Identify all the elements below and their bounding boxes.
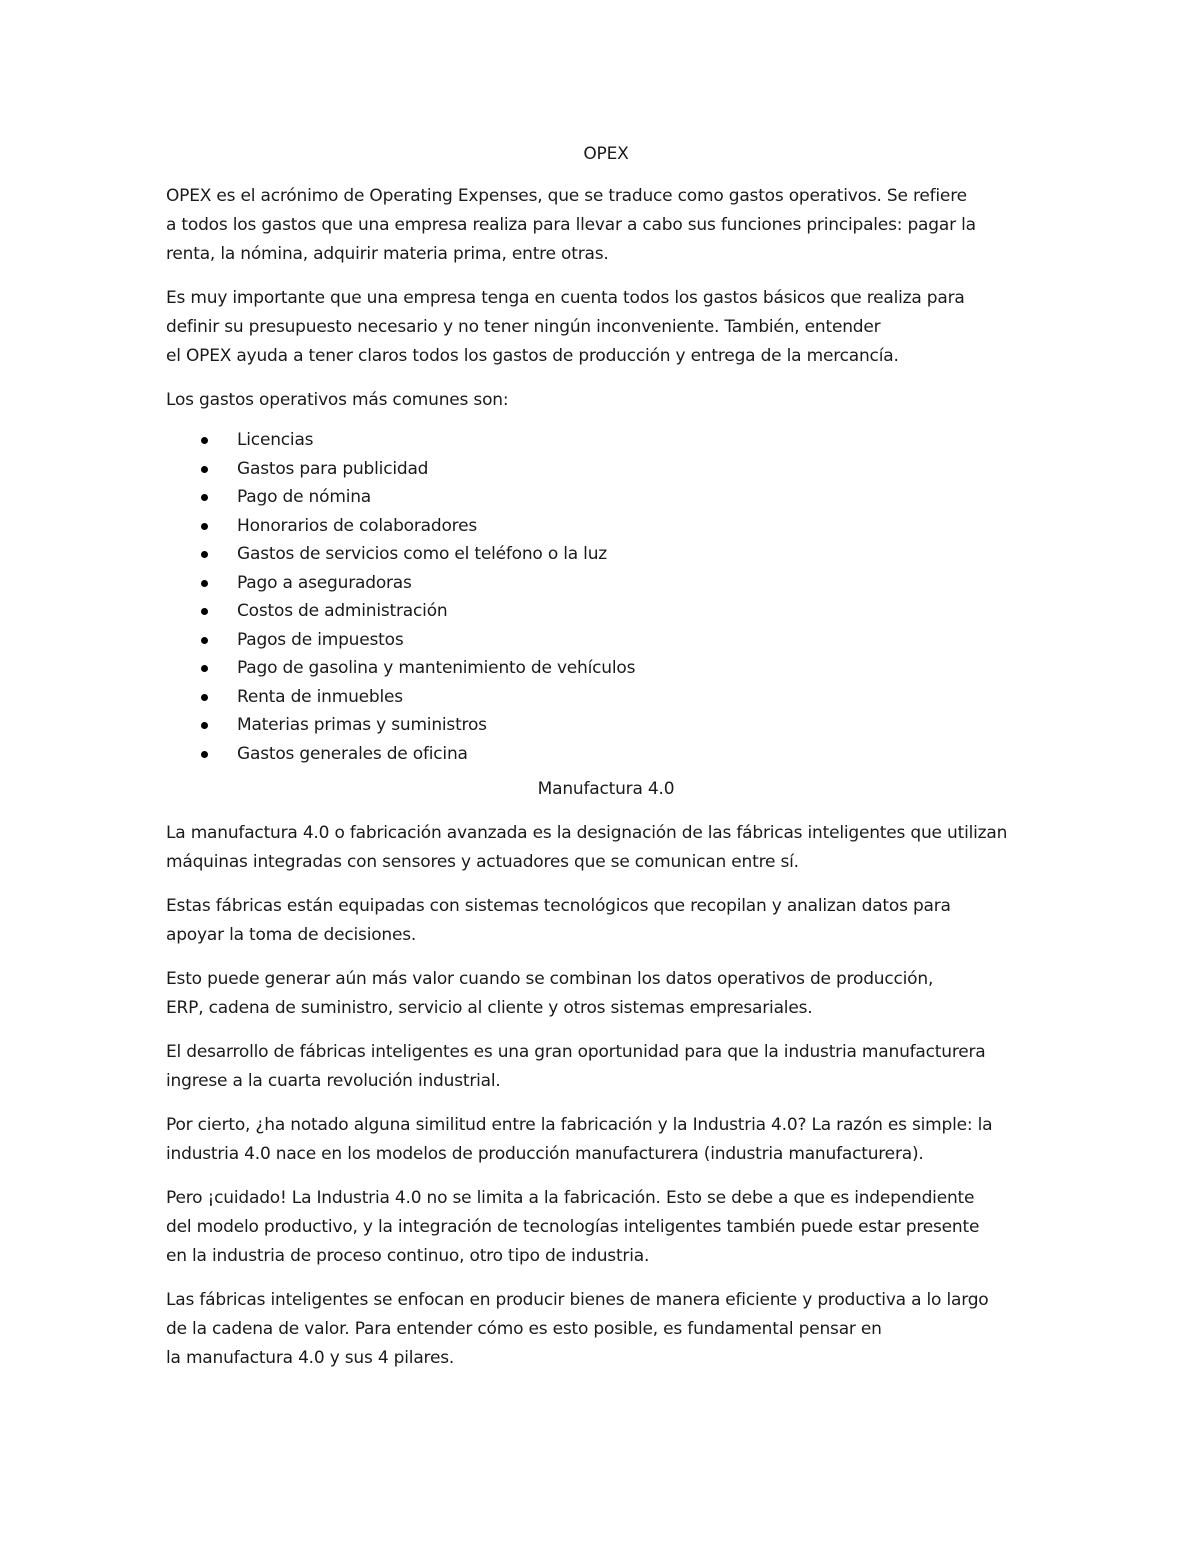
text-line: El desarrollo de fábricas inteligentes es una gran oportunidad para que la industria manufacturera <box>166 1042 986 1062</box>
text-line: apoyar la toma de decisiones. <box>166 925 417 945</box>
list-item <box>166 597 1046 626</box>
manufactura-paragraph-5 <box>166 1111 1046 1169</box>
section-title: Manufactura 4.0 <box>537 779 675 799</box>
manufactura-paragraph-2 <box>166 892 1046 950</box>
document-title: OPEX <box>583 144 629 164</box>
bullet-icon <box>201 466 208 473</box>
bullet-icon <box>201 665 208 672</box>
list-item-text: Gastos para publicidad <box>237 458 429 479</box>
list-item <box>166 483 1046 512</box>
list-item <box>166 740 1046 769</box>
list-item-text: Pago de nómina <box>237 487 372 507</box>
operating-expenses-list <box>166 426 1046 768</box>
manufactura-paragraph-6 <box>166 1184 1046 1271</box>
list-item-text: Honorarios de colaboradores <box>237 515 478 536</box>
list-item <box>166 455 1046 484</box>
bullet-icon <box>201 722 208 729</box>
text-line: Esto puede generar aún más valor cuando se combinan los datos operativos de producción, <box>166 969 934 989</box>
list-item <box>166 683 1046 712</box>
text-line: ERP, cadena de suministro, servicio al cliente y otros sistemas empresariales. <box>166 998 813 1018</box>
text-line: definir su presupuesto necesario y no tener ningún inconveniente. También, entender <box>166 317 881 337</box>
list-item <box>166 711 1046 740</box>
list-item <box>166 654 1046 683</box>
bullet-icon <box>201 694 208 701</box>
manufactura-paragraph-7 <box>166 1286 1046 1373</box>
list-item-text: Licencias <box>237 430 314 450</box>
list-item-text: Costos de administración <box>237 601 448 621</box>
list-item <box>166 540 1046 569</box>
list-item-text: Pagos de impuestos <box>237 629 404 650</box>
bullet-icon <box>201 551 208 558</box>
bullet-icon <box>201 580 208 587</box>
opex-paragraph-1 <box>166 182 1046 269</box>
list-item-text: Gastos generales de oficina <box>237 743 468 764</box>
text-line: Las fábricas inteligentes se enfocan en producir bienes de manera eficiente y productiva a lo largo <box>166 1290 989 1310</box>
list-item-text: Gastos de servicios como el teléfono o la luz <box>237 544 607 564</box>
text-line: el OPEX ayuda a tener claros todos los gastos de producción y entrega de la mercancía. <box>166 346 899 366</box>
list-item <box>166 512 1046 541</box>
bullet-icon <box>201 437 208 444</box>
manufactura-paragraph-1 <box>166 819 1046 877</box>
list-item <box>166 569 1046 598</box>
text-line: La manufactura 4.0 o fabricación avanzada es la designación de las fábricas inteligentes que utilizan <box>166 823 1008 843</box>
list-item-text: Pago a aseguradoras <box>237 572 412 593</box>
text-line: industria 4.0 nace en los modelos de producción manufacturera (industria manufacturera). <box>166 1144 924 1164</box>
bullet-icon <box>201 608 208 615</box>
bullet-icon <box>201 523 208 530</box>
text-line: a todos los gastos que una empresa realiza para llevar a cabo sus funciones principales: pagar la <box>166 215 976 235</box>
text-line: en la industria de proceso continuo, otro tipo de industria. <box>166 1246 650 1266</box>
text-line: de la cadena de valor. Para entender cómo es esto posible, es fundamental pensar en <box>166 1319 882 1339</box>
text-line: del modelo productivo, y la integración de tecnologías inteligentes también puede estar presente <box>166 1217 980 1237</box>
text-line: la manufactura 4.0 y sus 4 pilares. <box>166 1348 455 1368</box>
text-line: ingrese a la cuarta revolución industrial. <box>166 1071 501 1091</box>
list-item-text: Renta de inmuebles <box>237 686 403 707</box>
text-line: Es muy importante que una empresa tenga en cuenta todos los gastos básicos que realiza para <box>166 288 965 308</box>
text-line: Los gastos operativos más comunes son: <box>166 390 509 410</box>
text-line: Pero ¡cuidado! La Industria 4.0 no se limita a la fabricación. Esto se debe a que es independiente <box>166 1188 975 1208</box>
manufactura-paragraph-4 <box>166 1038 1046 1096</box>
manufactura-paragraph-3 <box>166 965 1046 1023</box>
text-line: máquinas integradas con sensores y actuadores que se comunican entre sí. <box>166 852 799 872</box>
opex-paragraph-2 <box>166 284 1046 371</box>
bullet-icon <box>201 637 208 644</box>
text-line: OPEX es el acrónimo de Operating Expenses, que se traduce como gastos operativos. Se refiere <box>166 186 967 206</box>
bullet-icon <box>201 494 208 501</box>
bullet-icon <box>201 751 208 758</box>
list-item-text: Pago de gasolina y mantenimiento de vehículos <box>237 658 636 678</box>
opex-list-intro <box>166 386 1046 415</box>
list-item-text: Materias primas y suministros <box>237 715 487 735</box>
list-item <box>166 626 1046 655</box>
text-line: Por cierto, ¿ha notado alguna similitud entre la fabricación y la Industria 4.0? La razón es simple: la <box>166 1115 993 1135</box>
document-body <box>166 140 1046 1388</box>
list-item <box>166 426 1046 455</box>
text-line: renta, la nómina, adquirir materia prima, entre otras. <box>166 244 609 264</box>
text-line: Estas fábricas están equipadas con sistemas tecnológicos que recopilan y analizan datos para <box>166 896 951 916</box>
